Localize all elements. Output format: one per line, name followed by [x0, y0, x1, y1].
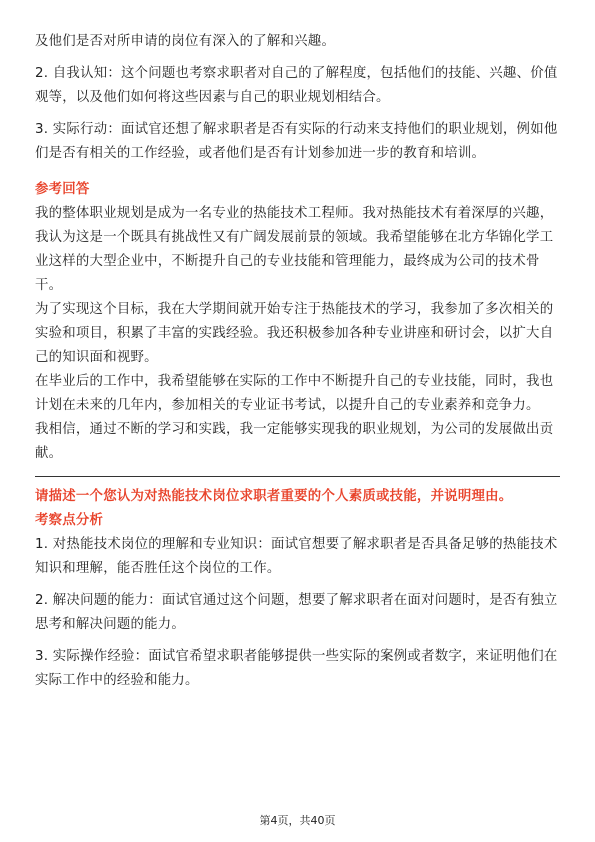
analysis-point-1: 1. 对热能技术岗位的理解和专业知识：面试官想要了解求职者是否具备足够的热能技术知识和理解，能否胜任这个岗位的工作。	[35, 537, 558, 576]
question-heading: 请描述一个您认为对热能技术岗位求职者重要的个人素质或技能，并说明理由。	[35, 489, 513, 504]
reference-paragraph-1: 我的整体职业规划是成为一名专业的热能技术工程师。我对热能技术有着深厚的兴趣，我认为这是一个既具有挑战性又有广阔发展前景的领域。我希望能够在北方华锦化学工业这样的大型企业中，不断提升自己的专业技能和管理能力，最终成为公司的技术骨干。	[35, 206, 554, 293]
section-divider	[35, 476, 560, 477]
analysis-heading: 考察点分析	[35, 513, 104, 528]
intro-tail-paragraph: 及他们是否对所申请的岗位有深入的了解和兴趣。	[35, 34, 336, 49]
reference-paragraph-2: 为了实现这个目标，我在大学期间就开始专注于热能技术的学习，我参加了多次相关的实验和项目，积累了丰富的实践经验。我还积极参加各种专业讲座和研讨会，以扩大自己的知识面和视野。	[35, 302, 554, 365]
reference-paragraph-4: 我相信，通过不断的学习和实践，我一定能够实现我的职业规划，为公司的发展做出贡献。	[35, 422, 554, 461]
point-self-awareness: 2. 自我认知：这个问题也考察求职者对自己的了解程度，包括他们的技能、兴趣、价值观等，以及他们如何将这些因素与自己的职业规划相结合。	[35, 66, 558, 105]
document-page	[35, 30, 560, 693]
reference-answer-heading: 参考回答	[35, 182, 90, 197]
point-practical-action: 3. 实际行动：面试官还想了解求职者是否有实际的行动来支持他们的职业规划，例如他们是否有相关的工作经验，或者他们是否有计划参加进一步的教育和培训。	[35, 122, 558, 161]
page-number-footer: 第4页，共40页	[259, 814, 336, 827]
reference-paragraph-3: 在毕业后的工作中，我希望能够在实际的工作中不断提升自己的专业技能，同时，我也计划在未来的几年内，参加相关的专业证书考试，以提升自己的专业素养和竞争力。	[35, 374, 554, 413]
analysis-point-3: 3. 实际操作经验：面试官希望求职者能够提供一些实际的案例或者数字，来证明他们在实际工作中的经验和能力。	[35, 649, 558, 688]
analysis-point-2: 2. 解决问题的能力：面试官通过这个问题，想要了解求职者在面对问题时，是否有独立思考和解决问题的能力。	[35, 593, 558, 632]
